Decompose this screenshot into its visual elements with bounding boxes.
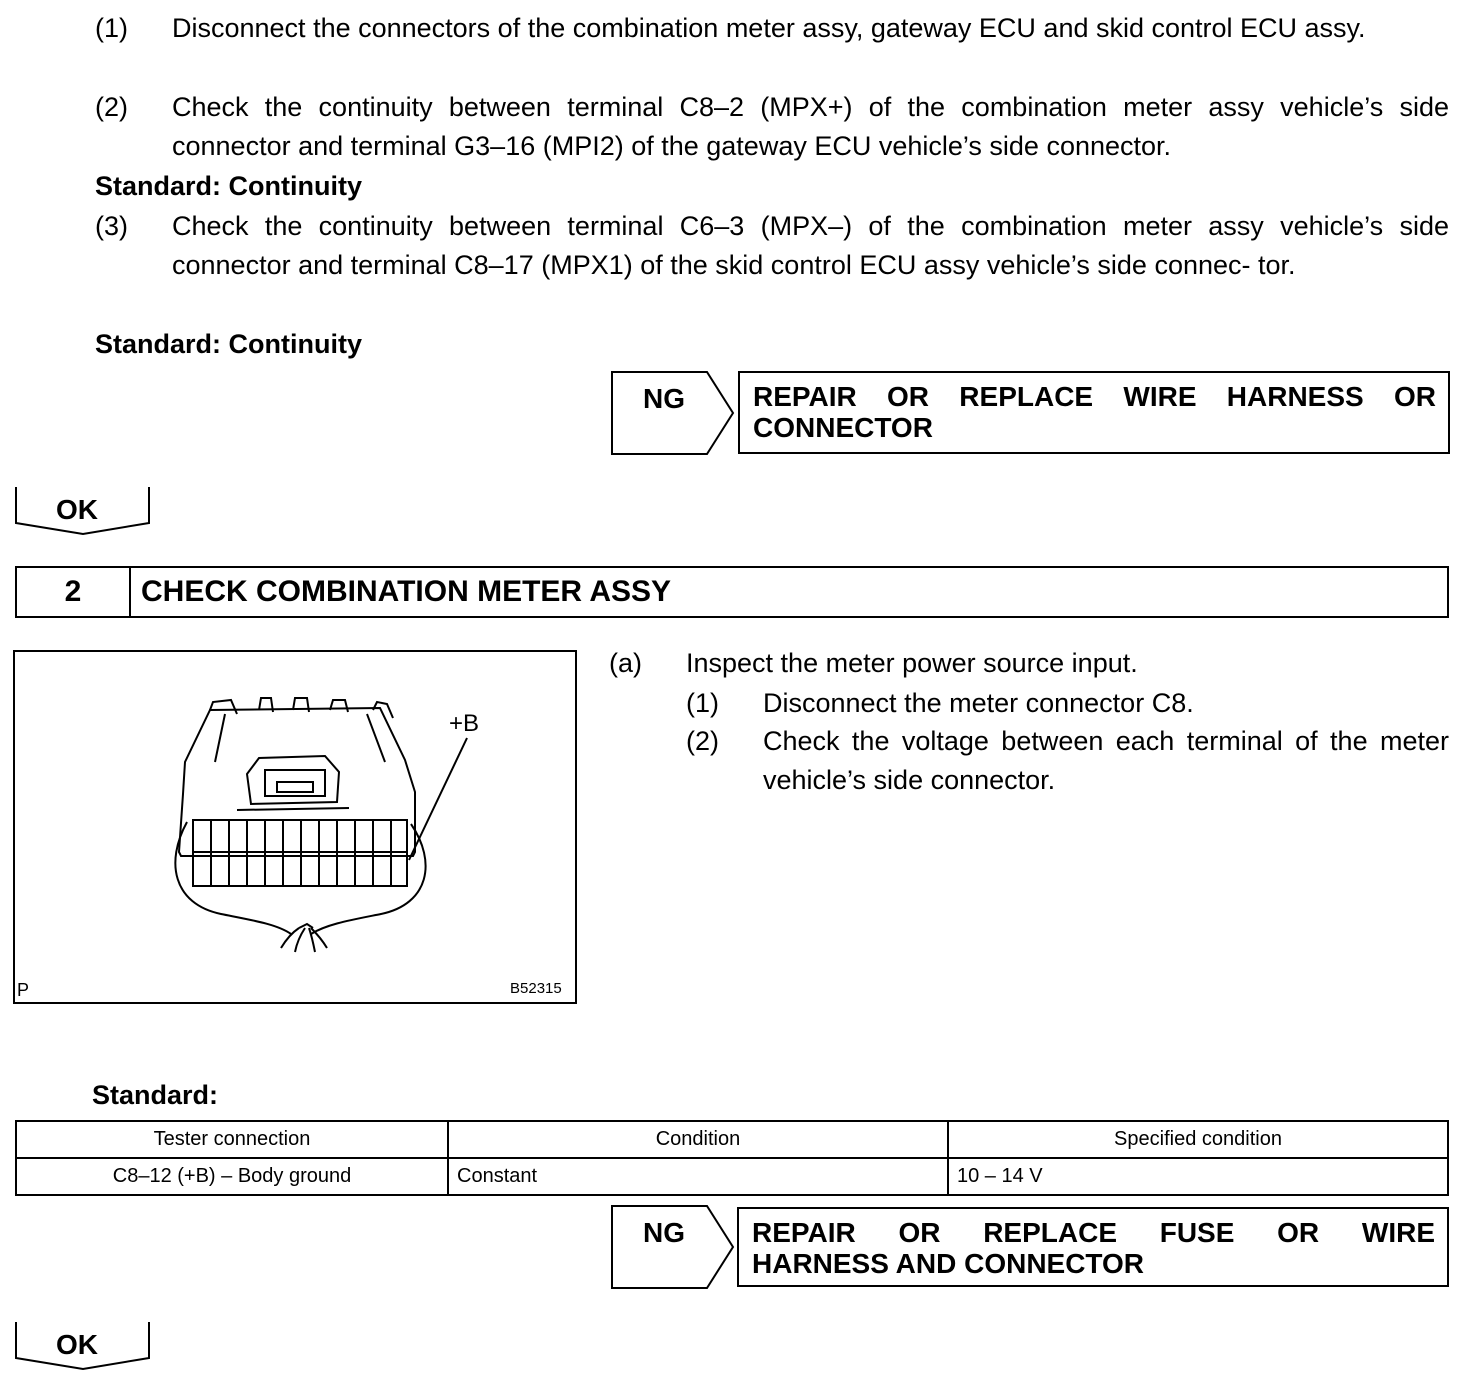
table-row — [16, 1158, 1448, 1195]
connector-figure — [13, 650, 577, 1004]
result-line: REPAIR OR REPLACE FUSE OR WIRE — [752, 1217, 1435, 1248]
ok-arrow — [15, 1321, 151, 1371]
item-text: Disconnect the connectors of the combination meter assy, gateway ECU and skid control ECU assy. — [172, 13, 1366, 43]
standard-label: Standard: Continuity — [95, 329, 362, 359]
step-number: 2 — [17, 568, 131, 616]
ng-arrow — [611, 371, 735, 455]
table-cell: Constant — [448, 1158, 948, 1195]
item-number: (2) — [95, 92, 128, 122]
figure-callout: +B — [449, 710, 480, 737]
ng-label: NG — [643, 383, 685, 414]
result-box — [737, 1207, 1449, 1287]
item-text: Check the continuity between terminal C8–2 (MPX+) of the combination meter assy vehicle’s side connector and terminal G3–16 (MPI2) of the gateway ECU vehicle’s side connector. — [172, 92, 1449, 161]
instruction-letter: (a) — [609, 648, 642, 678]
ok-label: OK — [56, 1329, 98, 1360]
result-line: HARNESS AND CONNECTOR — [752, 1248, 1145, 1279]
subitem-number: (1) — [686, 688, 719, 718]
table-header: Specified condition — [948, 1121, 1448, 1158]
ng-label: NG — [643, 1217, 685, 1248]
subitem-text: Disconnect the meter connector C8. — [763, 688, 1194, 718]
step-title: CHECK COMBINATION METER ASSY — [141, 575, 672, 608]
result-line: CONNECTOR — [753, 412, 933, 443]
figure-corner-label: P — [17, 980, 30, 1000]
ok-arrow — [15, 486, 151, 536]
table-header: Condition — [448, 1121, 948, 1158]
step-header — [15, 566, 1449, 618]
instruction-text: Inspect the meter power source input. — [686, 648, 1138, 678]
ng-arrow — [611, 1205, 735, 1289]
standard-label: Standard: Continuity — [95, 171, 362, 201]
result-box — [738, 371, 1450, 454]
table-header: Tester connection — [16, 1121, 448, 1158]
item-text: Check the continuity between terminal C6–3 (MPX–) of the combination meter assy vehicle’s side connector and terminal C8–17 (MPX1) of the skid control ECU assy vehicle’s side connec- tor. — [172, 211, 1449, 280]
table-header-row — [16, 1121, 1448, 1158]
table-cell: 10 – 14 V — [948, 1158, 1448, 1195]
result-line: REPAIR OR REPLACE WIRE HARNESS OR — [753, 381, 1436, 412]
subitem-text: Check the voltage between each terminal of the meter vehicle’s side connector. — [763, 726, 1449, 795]
table-cell: C8–12 (+B) – Body ground — [16, 1158, 448, 1195]
subitem-number: (2) — [686, 726, 719, 756]
item-number: (1) — [95, 13, 128, 43]
connector-drawing — [15, 652, 575, 1002]
spec-table — [15, 1120, 1449, 1196]
item-number: (3) — [95, 211, 128, 241]
standard-label: Standard: — [92, 1080, 219, 1110]
ok-label: OK — [56, 494, 98, 525]
figure-code: B52315 — [510, 980, 562, 997]
